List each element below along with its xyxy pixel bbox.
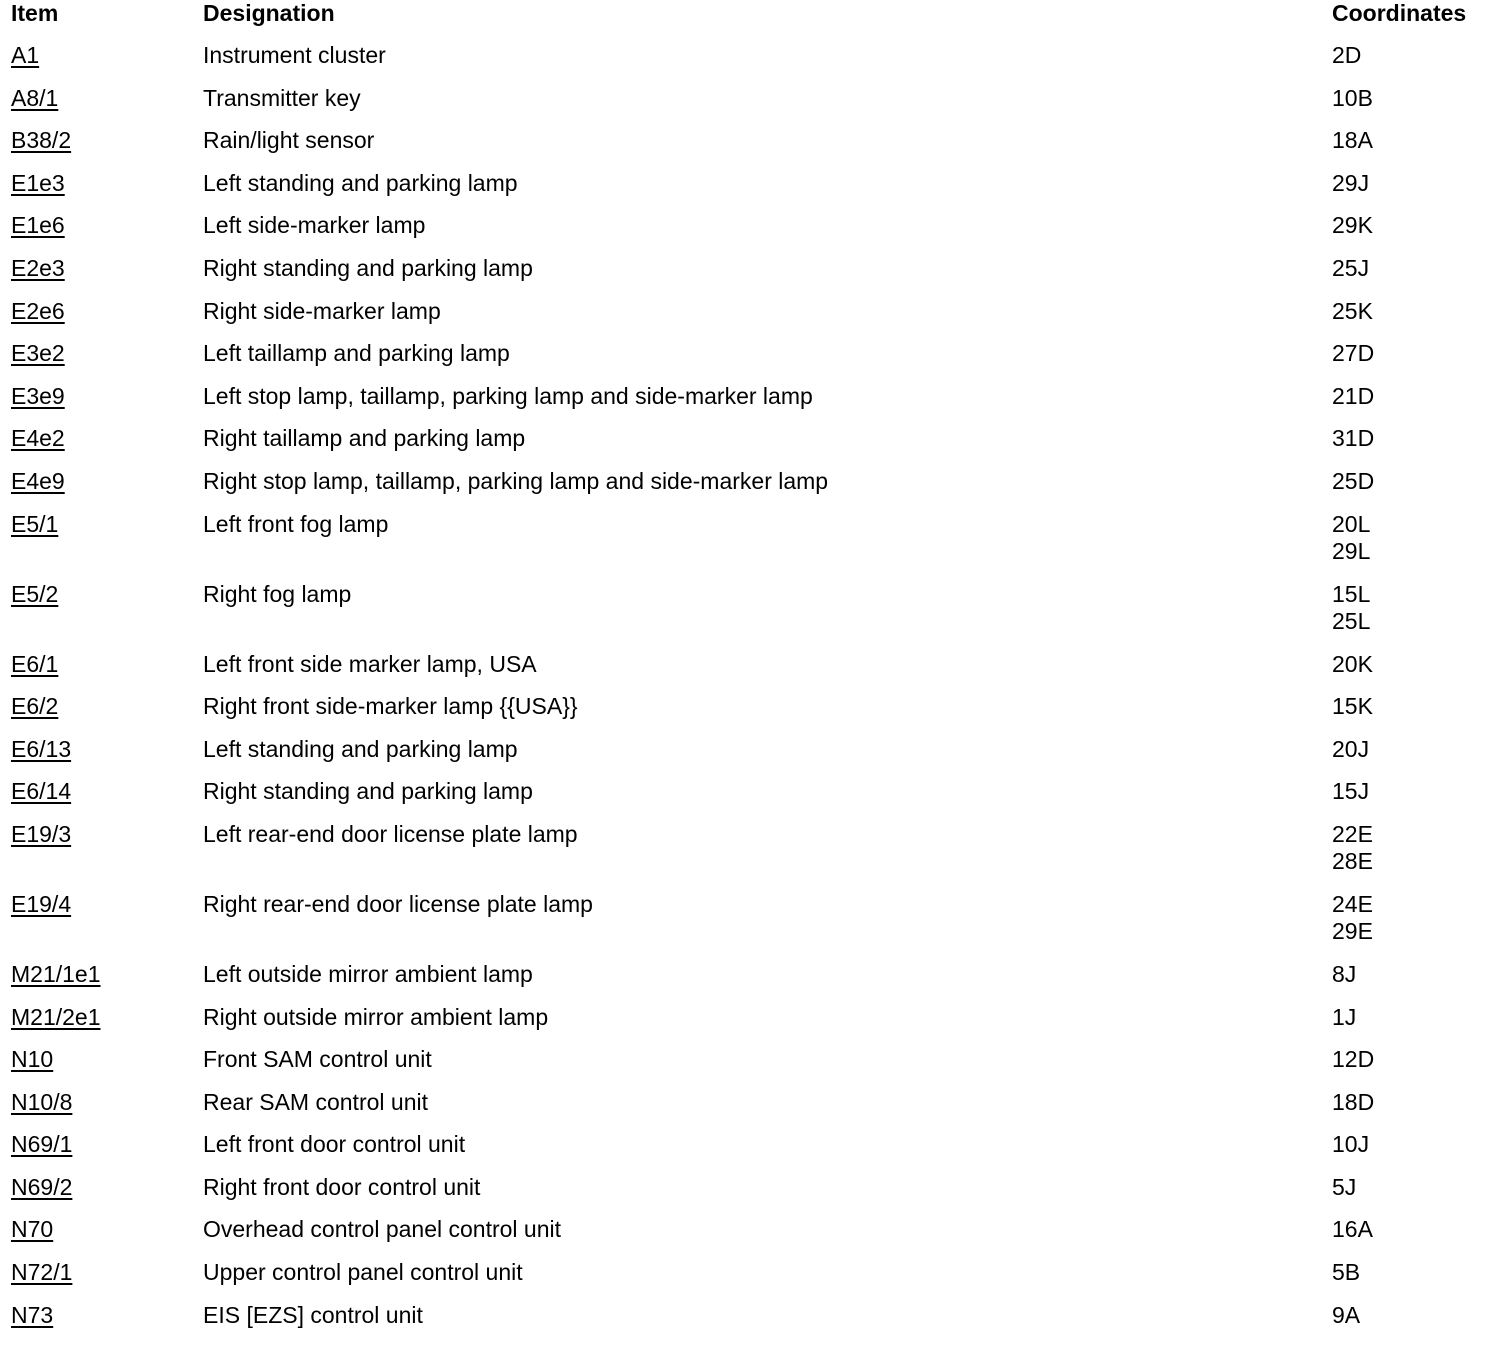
designation-text: Front SAM control unit: [203, 1046, 432, 1073]
designation-text: Rain/light sensor: [203, 127, 375, 154]
coordinate-value: 25D: [1332, 467, 1375, 494]
coordinate-value: 29K: [1332, 212, 1373, 239]
table-row: [0, 170, 1504, 213]
item-link[interactable]: E4e2: [11, 425, 65, 452]
coordinate-value: 10B: [1332, 84, 1373, 111]
table-row: [0, 298, 1504, 341]
table-row: [0, 581, 1504, 651]
coordinates-cell: [1332, 255, 1369, 282]
item-link[interactable]: E1e6: [11, 212, 65, 239]
coordinate-value: 5B: [1332, 1259, 1361, 1286]
designation-text: Right side-marker lamp: [203, 297, 441, 324]
item-link[interactable]: N10/8: [11, 1088, 73, 1115]
designation-text: Right stop lamp, taillamp, parking lamp and side-marker lamp: [203, 467, 829, 494]
table-row: [0, 255, 1504, 298]
designation-text: Right taillamp and parking lamp: [203, 425, 526, 452]
item-link[interactable]: M21/1e1: [11, 960, 101, 987]
coordinates-cell: [1332, 42, 1361, 69]
coordinates-cell: [1332, 383, 1374, 410]
designation-text: Transmitter key: [203, 84, 361, 111]
designation-text: Right outside mirror ambient lamp: [203, 1003, 549, 1030]
coordinate-value: 31D: [1332, 425, 1375, 452]
item-link[interactable]: E19/4: [11, 890, 72, 917]
coordinate-value: 15K: [1332, 693, 1373, 720]
header-designation: Designation: [203, 0, 335, 26]
designation-text: Left stop lamp, taillamp, parking lamp and side-marker lamp: [203, 382, 813, 409]
coordinates-cell: [1332, 891, 1373, 945]
item-link[interactable]: E5/2: [11, 580, 59, 607]
coordinate-value: 20J: [1332, 735, 1370, 762]
coordinates-cell: [1332, 468, 1374, 495]
designation-text: Right fog lamp: [203, 580, 352, 607]
table-row: [0, 1259, 1504, 1302]
item-link[interactable]: N10: [11, 1046, 54, 1073]
designation-text: Right front door control unit: [203, 1173, 481, 1200]
coordinate-value: 18A: [1332, 127, 1373, 154]
designation-text: Left front side marker lamp, USA: [203, 650, 537, 677]
coordinate-value: 20K: [1332, 650, 1373, 677]
coordinates-cell: [1332, 1259, 1360, 1286]
coordinates-cell: [1332, 212, 1373, 239]
coordinate-value: 29L: [1332, 537, 1371, 564]
coordinates-cell: [1332, 127, 1373, 154]
table-row: [0, 468, 1504, 511]
designation-text: Left standing and parking lamp: [203, 169, 518, 196]
item-link[interactable]: E3e2: [11, 340, 65, 367]
coordinate-value: 29J: [1332, 169, 1370, 196]
table-row: [0, 511, 1504, 581]
coordinates-cell: [1332, 170, 1369, 197]
coordinates-cell: [1332, 425, 1374, 452]
item-link[interactable]: E6/2: [11, 693, 59, 720]
table-row: [0, 1302, 1504, 1345]
coordinates-cell: [1332, 511, 1370, 565]
item-link[interactable]: E19/3: [11, 820, 72, 847]
coordinates-cell: [1332, 961, 1356, 988]
table-row: [0, 127, 1504, 170]
coordinates-cell: [1332, 298, 1373, 325]
item-link[interactable]: E4e9: [11, 467, 65, 494]
coordinate-value: 24E: [1332, 890, 1373, 917]
header-item: Item: [11, 0, 59, 26]
coordinates-cell: [1332, 1046, 1374, 1073]
item-link[interactable]: E5/1: [11, 510, 59, 537]
designation-text: EIS [EZS] control unit: [203, 1301, 423, 1328]
designation-text: Right front side-marker lamp {{USA}}: [203, 693, 578, 720]
coordinate-value: 8J: [1332, 960, 1357, 987]
coordinate-value: 5J: [1332, 1173, 1357, 1200]
designation-text: Right standing and parking lamp: [203, 778, 533, 805]
designation-text: Left outside mirror ambient lamp: [203, 960, 533, 987]
table-body: [0, 42, 1504, 1344]
coordinate-value: 25L: [1332, 607, 1371, 634]
coordinate-value: 2D: [1332, 42, 1362, 68]
coordinate-value: 18D: [1332, 1088, 1375, 1115]
coordinate-value: 10J: [1332, 1131, 1370, 1158]
coordinates-cell: [1332, 85, 1373, 112]
designation-text: Left standing and parking lamp: [203, 735, 518, 762]
designation-text: Left side-marker lamp: [203, 212, 426, 239]
table-row: [0, 891, 1504, 961]
coordinates-cell: [1332, 1004, 1356, 1031]
coordinate-value: 9A: [1332, 1301, 1361, 1328]
coordinate-value: 25K: [1332, 297, 1373, 324]
table-row: [0, 1004, 1504, 1047]
item-link[interactable]: E2e3: [11, 254, 65, 281]
coordinate-value: 20L: [1332, 510, 1371, 537]
designation-text: Right rear-end door license plate lamp: [203, 890, 593, 917]
table-row: [0, 42, 1504, 85]
coordinate-value: 25J: [1332, 254, 1370, 281]
designation-text: Instrument cluster: [203, 42, 386, 68]
item-link[interactable]: E3e9: [11, 382, 65, 409]
item-link[interactable]: N70: [11, 1216, 54, 1243]
designation-text: Upper control panel control unit: [203, 1259, 523, 1286]
coordinates-cell: [1332, 1216, 1373, 1243]
table-row: [0, 778, 1504, 821]
coordinate-value: 15L: [1332, 580, 1371, 607]
designation-text: Rear SAM control unit: [203, 1088, 428, 1115]
coordinate-value: 21D: [1332, 382, 1375, 409]
item-link[interactable]: A1: [11, 42, 40, 68]
table-row: [0, 821, 1504, 891]
coordinates-cell: [1332, 1131, 1369, 1158]
coordinate-value: 27D: [1332, 340, 1375, 367]
table-row: [0, 383, 1504, 426]
designation-text: Left front fog lamp: [203, 510, 389, 537]
item-link[interactable]: E6/1: [11, 650, 59, 677]
item-link[interactable]: N72/1: [11, 1259, 73, 1286]
coordinate-value: 28E: [1332, 847, 1373, 874]
designation-text: Overhead control panel control unit: [203, 1216, 561, 1243]
coordinate-value: 15J: [1332, 778, 1370, 805]
coordinates-cell: [1332, 736, 1369, 763]
coordinates-cell: [1332, 778, 1369, 805]
coordinates-cell: [1332, 693, 1373, 720]
item-link[interactable]: E6/13: [11, 735, 72, 762]
designation-text: Left taillamp and parking lamp: [203, 340, 510, 367]
coordinates-cell: [1332, 1302, 1360, 1329]
coordinate-value: 1J: [1332, 1003, 1357, 1030]
item-link[interactable]: N73: [11, 1301, 54, 1328]
coordinates-cell: [1332, 581, 1370, 635]
table-header: [0, 0, 1504, 42]
coordinate-value: 29E: [1332, 917, 1373, 944]
header-coordinates: Coordinates: [1332, 0, 1467, 26]
designation-text: Left rear-end door license plate lamp: [203, 820, 578, 847]
table-row: [0, 1089, 1504, 1132]
item-link[interactable]: N69/2: [11, 1173, 73, 1200]
item-link[interactable]: M21/2e1: [11, 1003, 101, 1030]
coordinates-cell: [1332, 1089, 1374, 1116]
table-row: [0, 340, 1504, 383]
table-row: [0, 736, 1504, 779]
table-row: [0, 1131, 1504, 1174]
item-link[interactable]: B38/2: [11, 127, 72, 154]
item-link[interactable]: E2e6: [11, 297, 65, 324]
coordinate-value: 12D: [1332, 1046, 1375, 1073]
coordinates-cell: [1332, 340, 1374, 367]
coordinates-cell: [1332, 1174, 1356, 1201]
table-row: [0, 425, 1504, 468]
designation-text: Right standing and parking lamp: [203, 254, 533, 281]
designation-text: Left front door control unit: [203, 1131, 466, 1158]
item-link[interactable]: E1e3: [11, 169, 65, 196]
table-row: [0, 961, 1504, 1004]
table-row: [0, 651, 1504, 694]
table-row: [0, 1174, 1504, 1217]
item-link[interactable]: N69/1: [11, 1131, 73, 1158]
table-row: [0, 693, 1504, 736]
coordinate-value: 22E: [1332, 820, 1373, 847]
item-link[interactable]: E6/14: [11, 778, 72, 805]
coordinates-cell: [1332, 821, 1373, 875]
table-row: [0, 1216, 1504, 1259]
table-row: [0, 212, 1504, 255]
table-row: [0, 85, 1504, 128]
item-link[interactable]: A8/1: [11, 84, 59, 111]
table-row: [0, 1046, 1504, 1089]
coordinate-value: 16A: [1332, 1216, 1373, 1243]
coordinates-cell: [1332, 651, 1373, 678]
